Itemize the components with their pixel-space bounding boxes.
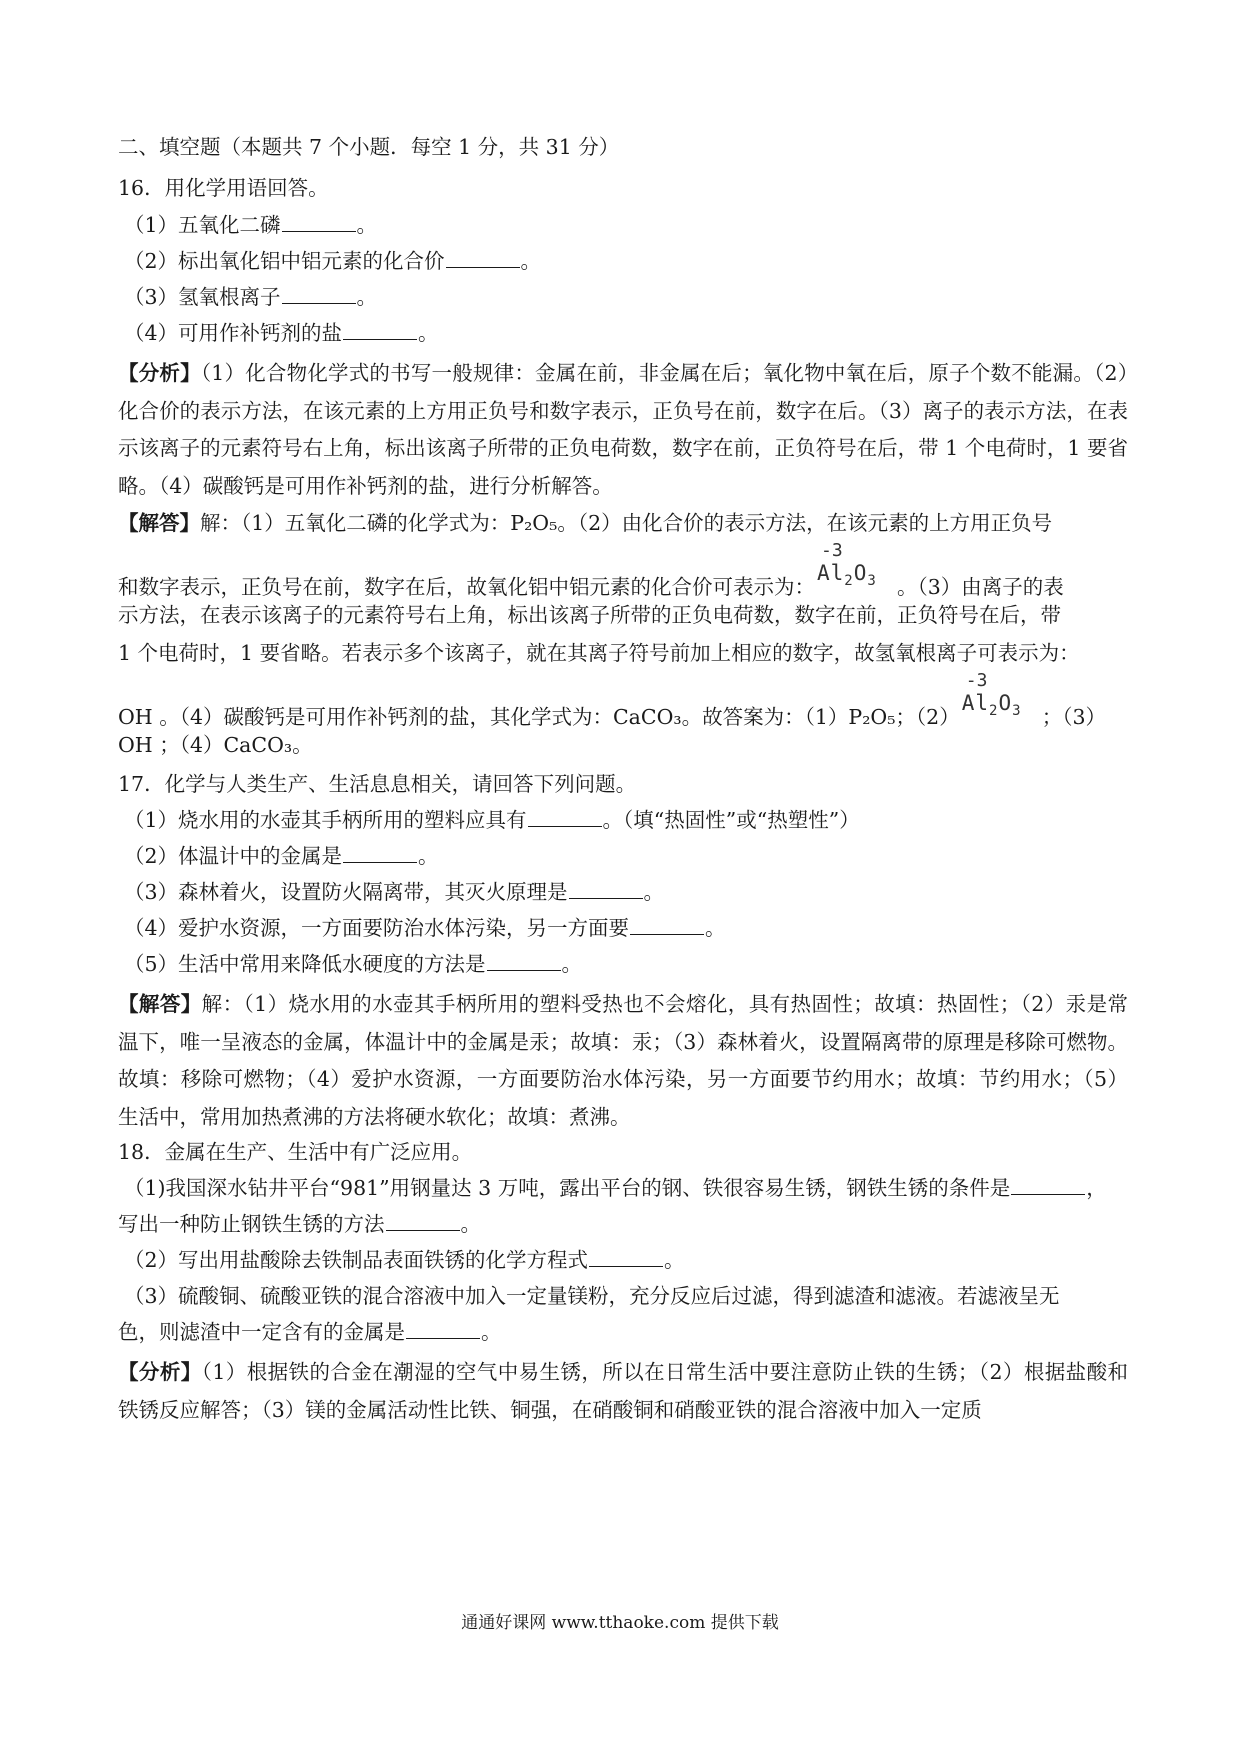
q17-item-3-text: （3）森林着火，设置防火隔离带，其灭火原理是 (124, 880, 568, 904)
q18-item-1a-text: （1)我国深水钻井平台“981”用钢量达 3 万吨，露出平台的钢、铁很容易生锈，钢铁生锈的条件是 (124, 1176, 1011, 1200)
q18-item-1a (124, 1173, 1107, 1203)
q17-item-4-text: （4）爱护水资源，一方面要防治水体污染，另一方面要 (124, 916, 630, 940)
q17-item-5 (124, 949, 582, 979)
q17-item-1-after: 。（填“热固性”或“热塑性”） (602, 808, 860, 832)
q18-item-2 (124, 1245, 685, 1275)
q16-answer-line-5-post: ；（3） (1041, 705, 1107, 729)
q17-answer (118, 986, 1128, 1136)
answer-blank (528, 808, 602, 827)
formula-part: O (998, 691, 1013, 715)
formula-sub: 2 (989, 703, 999, 720)
answer-blank (282, 285, 356, 304)
q16-answer-line-2-post: 。（3）由离子的表 (897, 575, 1064, 599)
q18-item-1b-text: 写出一种防止钢铁生锈的方法 (118, 1212, 385, 1236)
formula-al2o3 (962, 688, 1022, 726)
formula-part: Al (961, 691, 990, 715)
formula-sub: 2 (844, 573, 854, 590)
q18-stem: 18．金属在生产、生活中有广泛应用。 (118, 1140, 473, 1164)
page-footer: 通通好课网 www.tthaoke.com 提供下载 (461, 1613, 779, 1633)
q18-item-3b-text: 色，则滤渣中一定含有的金属是 (118, 1320, 405, 1344)
analysis-tag: 【分析】 (118, 1360, 202, 1384)
formula-part: O (853, 561, 868, 585)
q16-item-1 (124, 210, 377, 240)
q16-item-4 (124, 318, 439, 348)
q18-item-1b-after: 。 (460, 1212, 481, 1236)
answer-blank (1011, 1176, 1085, 1195)
al2o3-valence-formula (960, 670, 1042, 724)
answer-tag: 【解答】 (118, 511, 200, 535)
q16-answer-line-2 (118, 540, 1064, 602)
q16-answer-line-5-pre: OH 。（4）碳酸钙是可用作补钙剂的盐，其化学式为：CaCO₃。故答案为：（1）P₂O₅；（2） (118, 705, 960, 729)
q16-item-2 (124, 246, 541, 276)
q16-answer-line-5 (118, 670, 1107, 732)
q18-analysis (118, 1354, 1128, 1429)
q17-item-3 (124, 877, 664, 907)
q16-answer-line-4: 1 个电荷时，1 要省略。若表示多个该离子，就在其离子符号前加上相应的数字，故氢氧根离子可表示为： (118, 641, 1080, 665)
q17-answer-text: 解：（1）烧水用的水壶其手柄所用的塑料受热也不会熔化，具有热固性；故填：热固性；（2）汞是常温下，唯一呈液态的金属，体温计中的金属是汞；故填：汞；（3）森林着火，设置隔离带的原理是移除可燃物。故填：移除可燃物；（4）爱护水资源，一方面要防治水体污染，另一方面要节约用水；故填：节约用水；（5）生活中，常用加热煮沸的方法将硬水软化；故填：煮沸。 (118, 992, 1128, 1129)
q18-item-2-after: 。 (664, 1248, 685, 1272)
q17-item-4 (124, 913, 726, 943)
q16-answer-line-2-pre: 和数字表示，正负号在前，数字在后，故氧化铝中铝元素的化合价可表示为： (118, 575, 815, 599)
analysis-tag: 【分析】 (118, 361, 201, 385)
q17-item-5-after: 。 (561, 952, 583, 976)
formula-sub: 3 (867, 573, 877, 590)
answer-blank (386, 1212, 460, 1231)
q16-item-1-after: 。 (356, 213, 378, 237)
q16-item-3-after: 。 (356, 285, 378, 309)
q17-item-2-text: （2）体温计中的金属是 (124, 844, 343, 868)
q18-analysis-text: （1）根据铁的合金在潮湿的空气中易生锈，所以在日常生活中要注意防止铁的生锈；（2）根据盐酸和铁锈反应解答；（3）镁的金属活动性比铁、铜强，在硝酸铜和硝酸亚铁的混合溶液中加入一定质 (118, 1360, 1128, 1422)
formula-part: Al (817, 561, 845, 585)
valence-label: -3 (965, 670, 988, 691)
q16-item-1-text: （1）五氧化二磷 (124, 213, 281, 237)
answer-blank (446, 249, 520, 268)
answer-blank (343, 844, 417, 863)
q17-item-3-after: 。 (643, 880, 665, 904)
answer-blank (406, 1320, 480, 1339)
q17-stem: 17．化学与人类生产、生活息息相关，请回答下列问题。 (118, 772, 637, 796)
q17-item-2 (124, 841, 439, 871)
q17-item-1 (124, 805, 860, 835)
answer-blank (487, 952, 561, 971)
answer-blank (343, 321, 417, 340)
q17-item-4-after: 。 (705, 916, 726, 940)
answer-blank (589, 1248, 663, 1267)
q16-answer-line-1 (118, 508, 1052, 538)
q17-item-1-text: （1）烧水用的水壶其手柄所用的塑料应具有 (124, 808, 527, 832)
q16-item-2-after: 。 (520, 249, 542, 273)
q16-item-3 (124, 282, 377, 312)
q16-stem: 16．用化学用语回答。 (118, 176, 329, 200)
valence-label: -3 (821, 540, 843, 561)
al2o3-valence-formula (815, 540, 897, 594)
q16-analysis-text: （1）化合物化学式的书写一般规律：金属在前，非金属在后；氧化物中氧在后，原子个数不能漏。（2）化合价的表示方法，在该元素的上方用正负号和数字表示，正负号在前，数字在后。（3）离子的表示方法，在表示该离子的元素符号右上角，标出该离子所带的正负电荷数，数字在前，正负符号在后，带 1 个电荷时，1 要省略。（4）碳酸钙是可用作补钙剂的盐，进行分析解答。 (118, 361, 1128, 498)
q18-item-1b (118, 1209, 481, 1239)
formula-al2o3 (817, 558, 877, 596)
q18-item-1a-after: ， (1086, 1176, 1107, 1200)
q18-item-3b (118, 1317, 502, 1347)
section-title: 二、填空题（本题共 7 个小题．每空 1 分，共 31 分） (118, 135, 620, 159)
answer-tag: 【解答】 (118, 992, 202, 1016)
answer-blank (569, 880, 643, 899)
q16-item-2-text: （2）标出氧化铝中铝元素的化合价 (124, 249, 445, 273)
answer-blank (282, 213, 356, 232)
q18-item-3b-after: 。 (481, 1320, 502, 1344)
q17-item-2-after: 。 (418, 844, 439, 868)
q18-item-3a: （3）硫酸铜、硫酸亚铁的混合溶液中加入一定量镁粉，充分反应后过滤，得到滤渣和滤液。若滤液呈无 (124, 1284, 1060, 1308)
q16-analysis (118, 355, 1128, 505)
q17-item-5-text: （5）生活中常用来降低水硬度的方法是 (124, 952, 486, 976)
q16-item-4-text: （4）可用作补钙剂的盐 (124, 321, 343, 345)
formula-sub: 3 (1012, 703, 1022, 720)
q16-answer-line-3: 示方法，在表示该离子的元素符号右上角，标出该离子所带的正负电荷数，数字在前，正负符号在后，带 (118, 603, 1061, 627)
q16-answer-line-6: OH ；（4）CaCO₃。 (118, 733, 313, 757)
answer-blank (630, 916, 704, 935)
q16-item-4-after: 。 (418, 321, 439, 345)
q16-answer-line-1-text: 解：（1）五氧化二磷的化学式为：P₂O₅。（2）由化合价的表示方法，在该元素的上方用正负号 (200, 511, 1053, 535)
q16-item-3-text: （3）氢氧根离子 (124, 285, 281, 309)
q18-item-2-text: （2）写出用盐酸除去铁制品表面铁锈的化学方程式 (124, 1248, 589, 1272)
